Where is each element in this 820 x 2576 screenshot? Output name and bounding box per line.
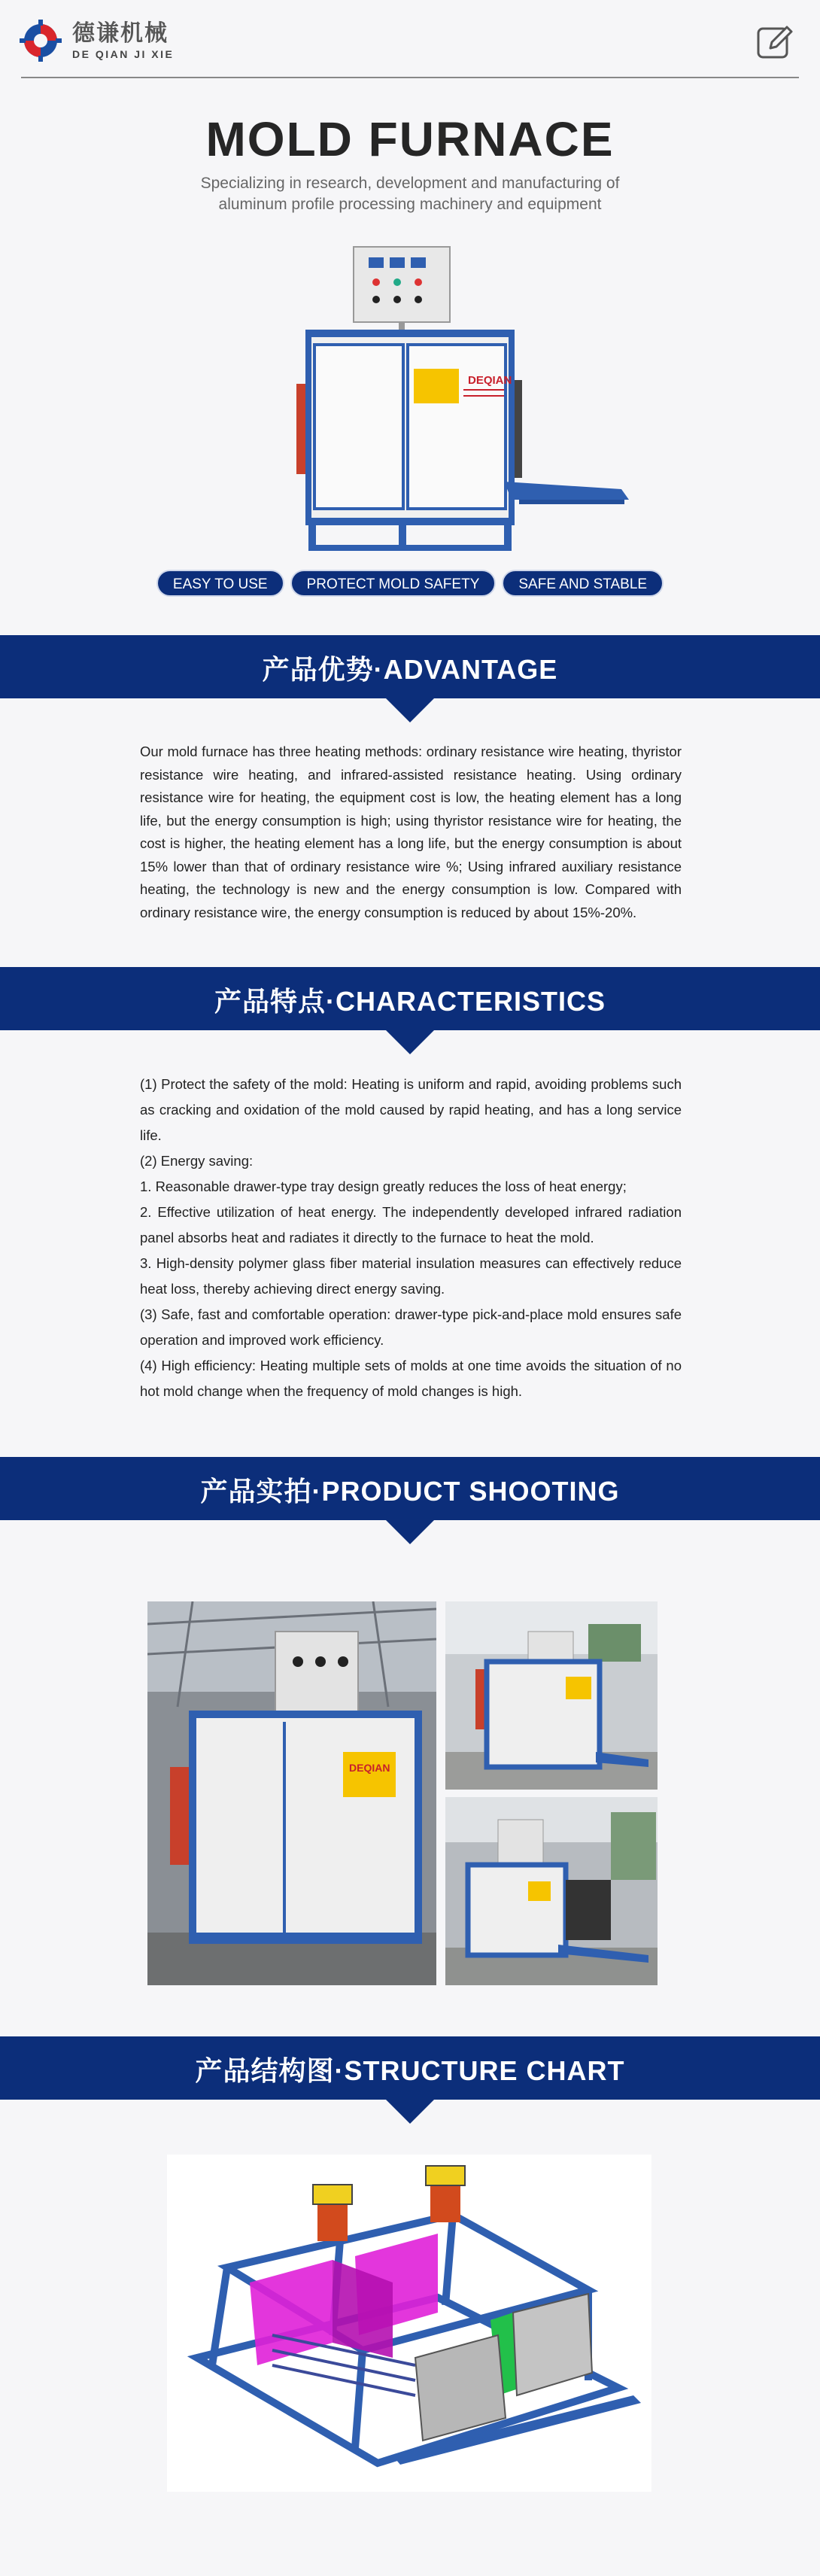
- logo-chinese-name: 德谦机械: [72, 20, 169, 47]
- product-photo-front[interactable]: [445, 1797, 658, 1985]
- advantage-text: Our mold furnace has three heating methods: ordinary resistance wire heating, thyristor resistance wire heating, and infrared-assisted resistance heating. Using ordinary resistance wire for heating, the equipment cost is low, the heating element has a long life, but the energy consumption is high; using thyristor resistance wire for heating, the cost is higher, the heating element has a long life, but the energy consumption is about 15% lower than that of ordinary resistance wire %; Using infrared auxiliary resistance heating, the technology is new and the energy consumption is low. Compared with ordinary resistance wire, the energy consumption is reduced by about 15%-20%.: [140, 744, 682, 920]
- list-item: (3) Safe, fast and comfortable operation: drawer-type pick-and-place mold ensures safe operation and improved work efficiency.: [140, 1306, 682, 1348]
- shooting-title: 产品实拍·PRODUCT SHOOTING: [200, 1476, 620, 1507]
- structure-title: 产品结构图·STRUCTURE CHART: [195, 2055, 625, 2086]
- structure-chart-image[interactable]: [167, 2155, 651, 2492]
- structure-banner: [0, 2036, 820, 2100]
- feature-tags: [0, 570, 820, 597]
- banner-pointer: [384, 1519, 436, 1544]
- edit-icon: [755, 23, 794, 62]
- characteristics-list: [140, 1072, 682, 1404]
- logo-english-name: DE QIAN JI XIE: [72, 48, 175, 60]
- page-title: MOLD FURNACE: [205, 112, 615, 166]
- tag-protect-mold-safety: PROTECT MOLD SAFETY: [290, 570, 497, 597]
- banner-pointer: [384, 1029, 436, 1054]
- company-logo[interactable]: [20, 20, 174, 62]
- banner-pointer: [384, 2098, 436, 2124]
- hero-product-image: [278, 241, 632, 557]
- header-divider: [21, 77, 799, 78]
- tag-easy-to-use: EASY TO USE: [156, 570, 284, 597]
- list-item: (2) Energy saving:: [140, 1153, 254, 1169]
- subtitle-line-1: Specializing in research, development and manufacturing of: [200, 175, 620, 192]
- list-item: (1) Protect the safety of the mold: Heating is uniform and rapid, avoiding problems such as cracking and oxidation of the mold caused by rapid heating, and has a long service life.: [140, 1076, 682, 1143]
- list-item: 3. High-density polymer glass fiber material insulation measures can effectively reduce heat loss, thereby achieving direct energy saving.: [140, 1255, 682, 1297]
- list-item: (4) High efficiency: Heating multiple sets of molds at one time avoids the situation of no hot mold change when the frequency of mold changes is high.: [140, 1358, 682, 1399]
- advantage-title: 产品优势·ADVANTAGE: [262, 654, 558, 685]
- banner-pointer: [384, 697, 436, 722]
- characteristics-banner: [0, 967, 820, 1030]
- edit-button[interactable]: [755, 23, 794, 62]
- tag-safe-and-stable: SAFE AND STABLE: [502, 570, 664, 597]
- page-subtitle: [0, 173, 820, 215]
- shooting-banner: [0, 1457, 820, 1520]
- logo-gear-icon: [20, 20, 62, 62]
- photo-brand-label: DEQIAN: [349, 1762, 390, 1774]
- product-photo-main[interactable]: [147, 1601, 436, 1985]
- top-bar: [0, 0, 820, 78]
- machine-brand-label: DEQIAN: [468, 374, 512, 387]
- characteristics-title: 产品特点·CHARACTERISTICS: [214, 986, 606, 1017]
- advantage-banner: [0, 635, 820, 698]
- list-item: 1. Reasonable drawer-type tray design greatly reduces the loss of heat energy;: [140, 1179, 627, 1194]
- subtitle-line-2: aluminum profile processing machinery and equipment: [218, 196, 602, 213]
- product-photo-side[interactable]: [445, 1601, 658, 1790]
- list-item: 2. Effective utilization of heat energy. The independently developed infrared radiation panel absorbs heat and radiates it directly to the furnace to heat the mold.: [140, 1204, 682, 1245]
